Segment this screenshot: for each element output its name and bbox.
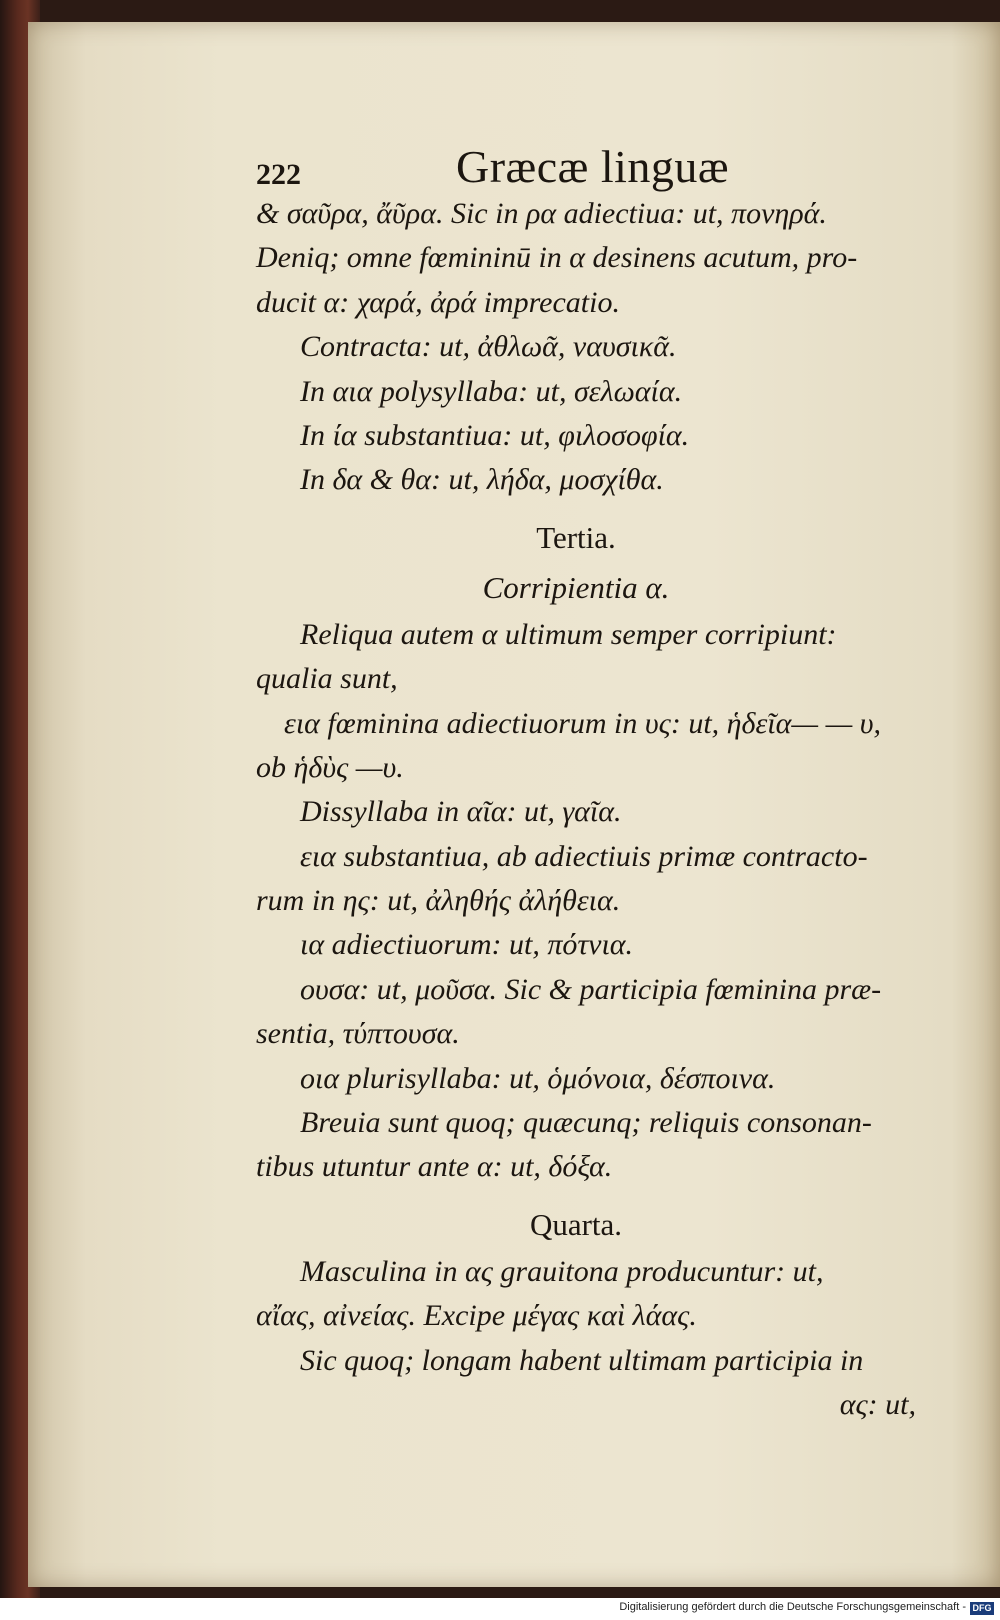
text-line: Sic quoq; longam habent ultimam participia in (300, 1343, 864, 1377)
text-line: Dissyllaba in αῖα: ut, γαῖα. (300, 795, 622, 829)
catchword-line: ας: ut, (839, 1387, 916, 1421)
digitization-footer (0, 1598, 1000, 1620)
text-line: Reliqua autem α ultimum semper corripiunt: (300, 617, 837, 651)
book-page (28, 22, 1000, 1587)
text-line: οια plurisyllaba: ut, ὁμόνοια, δέσποινα. (300, 1061, 776, 1095)
page-number: 222 (256, 158, 301, 191)
section-heading-quarta: Quarta. (529, 1206, 623, 1242)
page-header (256, 130, 956, 192)
text-line: In δα & θα: ut, λήδα, μοσχίθα. (300, 463, 664, 497)
text-line: sentia, τύπτουσα. (256, 1017, 460, 1051)
text-line: Deniq; omne fœmininū in α desinens acutum, pro- (256, 241, 858, 275)
dfg-logo-icon: DFG (970, 1602, 994, 1615)
section-subheading-corripientia: Corripientia α. (482, 569, 670, 605)
running-title: Græcæ linguæ (456, 141, 730, 192)
text-line: ουσα: ut, μοῦσα. Sic & participia fœminina præ- (300, 972, 882, 1006)
section-heading-tertia: Tertia. (536, 519, 616, 555)
text-line: ob ἡδὺς —υ. (256, 750, 404, 784)
text-line: & σαῦρα, ἄῦρα. Sic in ρα adiectiua: ut, πονηρά. (256, 197, 827, 230)
text-line: ια adiectiuorum: ut, πότνια. (300, 928, 634, 962)
page-content (256, 130, 956, 1427)
text-line: In ία substantiua: ut, φιλοσοφία. (300, 418, 690, 452)
text-line: αἴας, αἰνείας. Excipe μέγας καὶ λάας. (256, 1299, 697, 1333)
text-line: In αια polysyllaba: ut, σελωαία. (300, 374, 683, 408)
text-line: tibus utuntur ante α: ut, δόξα. (256, 1150, 613, 1184)
text-line: Masculina in ας grauitona producuntur: ut, (300, 1254, 824, 1288)
text-line: Contracta: ut, ἀθλωᾶ, ναυσικᾶ. (300, 330, 677, 364)
text-line: ducit α: χαρά, ἀρά imprecatio. (256, 285, 620, 319)
funding-credit: Digitalisierung gefördert durch die Deutsche Forschungsgemeinschaft - (619, 1601, 966, 1613)
text-line: qualia sunt, (256, 662, 398, 696)
text-line: εια fœminina adiectiuorum in υς: ut, ἡδεῖα— — υ, (284, 706, 882, 740)
text-line: εια substantiua, ab adiectiuis primæ contracto- (300, 839, 868, 873)
text-line: rum in ης: ut, ἀληθής ἀλήθεια. (256, 884, 621, 918)
text-line: Breuia sunt quoq; quæcunq; reliquis consonan- (300, 1106, 872, 1140)
